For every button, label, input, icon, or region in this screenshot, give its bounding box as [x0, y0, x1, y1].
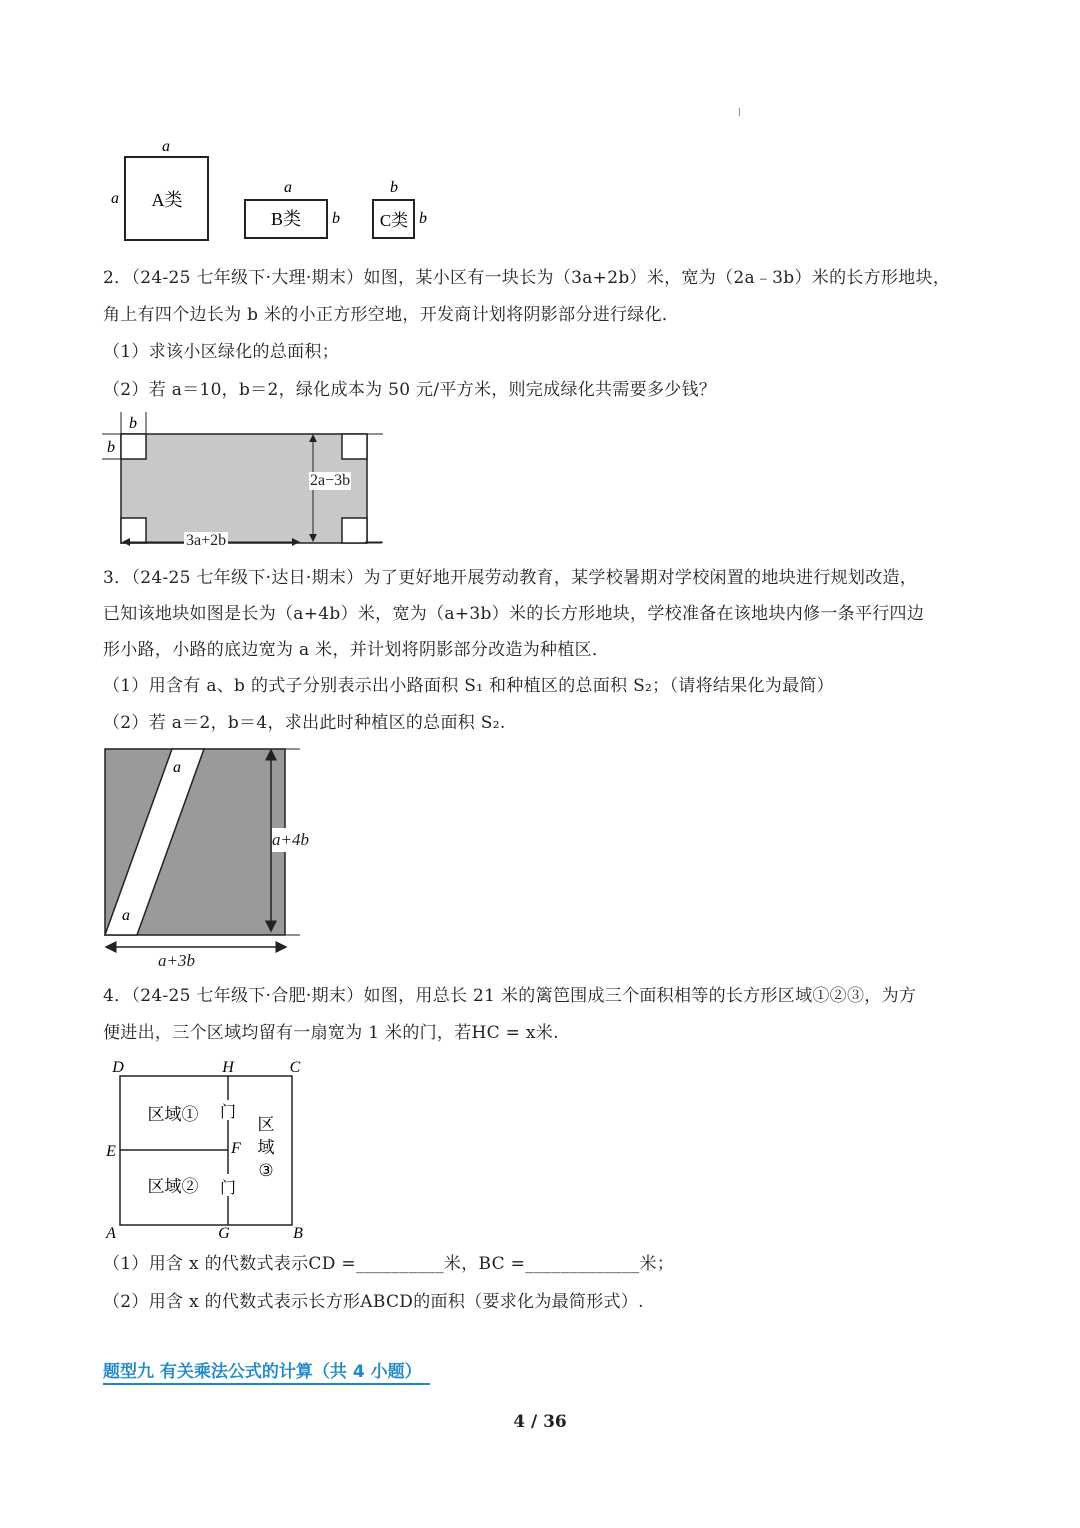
q3-width-arrow — [104, 937, 288, 957]
q4-line2: 便进出，三个区域均留有一扇宽为 1 米的门，若HC = x米. — [103, 1023, 559, 1043]
q2-height-label: 2a−3b — [310, 472, 351, 489]
q3-height-label: a+4b — [272, 828, 309, 852]
q2-extension-right — [365, 432, 385, 544]
q3-a-bottom: a — [122, 907, 130, 924]
q3-line1: 3．（24-25 七年级下·达日·期末）为了更好地开展劳动教育，某学校暑期对学校闲置的地块进行规划改造， — [103, 568, 918, 588]
tile-a-top-label: a — [162, 138, 170, 155]
tile-c-right-label: b — [419, 210, 427, 227]
label-f: F — [231, 1140, 241, 1157]
q3-part2: （2）若 a＝2，b＝4，求出此时种植区的总面积 S₂. — [103, 713, 506, 733]
region-3-label-line2: 域 — [257, 1138, 275, 1157]
q3-line3: 形小路，小路的底边宽为 a 米，并计划将阴影部分改造为种植区． — [103, 640, 610, 660]
q2-part2: （2）若 a＝10，b＝2，绿化成本为 50 元/平方米，则完成绿化共需要多少钱？ — [103, 380, 717, 400]
q2-width-label: 3a+2b — [186, 532, 227, 549]
tile-a-name: A类 — [151, 190, 183, 210]
q2-b-top: b — [129, 415, 137, 432]
section-heading[interactable]: 题型九 有关乘法公式的计算（共 4 小题） — [103, 1357, 430, 1385]
label-g: G — [218, 1225, 230, 1242]
q2-line2: 角上有四个边长为 b 米的小正方形空地，开发商计划将阴影部分进行绿化． — [103, 305, 680, 325]
q4-figure — [100, 1052, 330, 1242]
q3-a-top: a — [173, 759, 181, 776]
label-e: E — [106, 1143, 116, 1160]
tile-a-left-label: a — [111, 190, 119, 207]
door-2-label: 门 — [219, 1180, 237, 1197]
label-h: H — [222, 1059, 234, 1076]
q3-line2: 已知该地块如图是长为（a+4b）米，宽为（a+3b）米的长方形地块，学校准备在该地块内修一条平行四边 — [103, 604, 925, 624]
label-b: B — [293, 1225, 303, 1242]
q4-part1: （1）用含 x 的代数式表示CD =__________米，BC =_____________米； — [103, 1254, 675, 1274]
q4-part2: （2）用含 x 的代数式表示长方形ABCD的面积（要求化为最简形式）. — [103, 1292, 644, 1312]
region-2-label: 区域② — [147, 1177, 199, 1196]
q2-b-left: b — [107, 439, 115, 456]
tile-c-name: C类 — [379, 211, 409, 230]
q2-part1: （1）求该小区绿化的总面积； — [103, 342, 340, 362]
label-c: C — [289, 1059, 301, 1076]
tile-figure — [100, 135, 450, 245]
scan-mark — [739, 108, 740, 116]
region-3-label-line3: ③ — [258, 1161, 274, 1180]
q3-part1: （1）用含有 a、b 的式子分别表示出小路面积 S₁ 和种植区的总面积 S₂；（请将结果化为最简） — [103, 676, 834, 696]
region-1-label: 区域① — [147, 1105, 199, 1124]
label-a: A — [106, 1225, 116, 1242]
tile-b-name: B类 — [270, 209, 302, 229]
region-3-label-line1: 区 — [257, 1115, 275, 1134]
tile-b-top-label: a — [284, 179, 292, 196]
tile-c-top-label: b — [390, 179, 398, 196]
q4-line1: 4．（24-25 七年级下·合肥·期末）如图，用总长 21 米的篱笆围成三个面积相等的长方形区域①②③，为方 — [103, 986, 917, 1006]
page-number: 4 / 36 — [513, 1412, 567, 1432]
door-1-label: 门 — [219, 1104, 237, 1121]
q3-width-label: a+3b — [158, 951, 195, 970]
tile-b-right-label: b — [332, 210, 340, 227]
label-d: D — [112, 1059, 124, 1076]
q2-line1: 2．（24-25 七年级下·大理·期末）如图，某小区有一块长为（3a+2b）米，宽为（2a﹣3b）米的长方形地块， — [103, 268, 951, 288]
